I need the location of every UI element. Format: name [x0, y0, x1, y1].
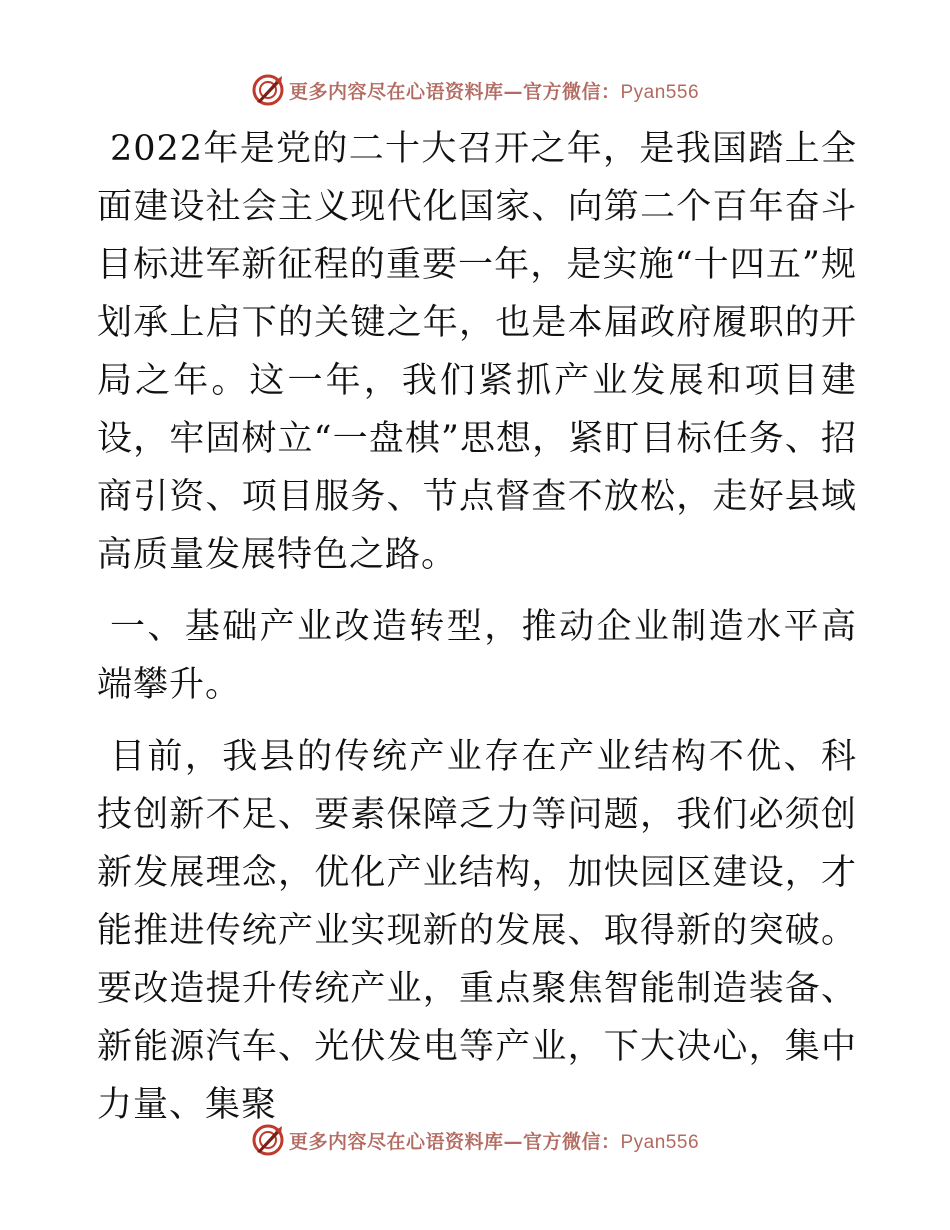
paragraph-intro: 2022年是党的二十大召开之年，是我国踏上全面建设社会主义现代化国家、向第二个百年奋斗目标进军新征程的重要一年，是实施“十四五”规划承上启下的关键之年，也是本届政府履职的开局之年。这一年，我们紧抓产业发展和项目建设，牢固树立“一盘棋”思想，紧盯目标任务、招商引资、项目服务、节点督查不放松，走好县域高质量发展特色之路。 [97, 129, 857, 575]
quill-seal-icon [251, 1123, 285, 1157]
header-separator: — [503, 80, 523, 103]
section-heading-1: 一、基础产业改造转型，推动企业制造水平高端攀升。 [97, 607, 857, 705]
footer-brand: 更多内容尽在心语资料库 [288, 1130, 504, 1153]
footer-wechat-id: Pyan556 [620, 1131, 700, 1153]
header-banner [0, 70, 950, 110]
header-banner-text [289, 77, 699, 104]
footer-wechat-label: 官方微信： [522, 1130, 621, 1153]
footer-banner [0, 1120, 950, 1160]
header-wechat-id: Pyan556 [620, 81, 700, 103]
header-brand: 更多内容尽在心语资料库 [288, 80, 504, 103]
footer-separator: — [503, 1130, 523, 1153]
header-wechat-label: 官方微信： [522, 80, 621, 103]
document-body [97, 120, 857, 1134]
quill-seal-icon [251, 73, 285, 107]
paragraph-section-1: 目前，我县的传统产业存在产业结构不优、科技创新不足、要素保障乏力等问题，我们必须创新发展理念，优化产业结构，加快园区建设，才能推进传统产业实现新的发展、取得新的突破。要改造提升传统产业，重点聚焦智能制造装备、新能源汽车、光伏发电等产业，下大决心，集中力量、集聚 [97, 737, 857, 1125]
footer-banner-text [289, 1127, 699, 1154]
